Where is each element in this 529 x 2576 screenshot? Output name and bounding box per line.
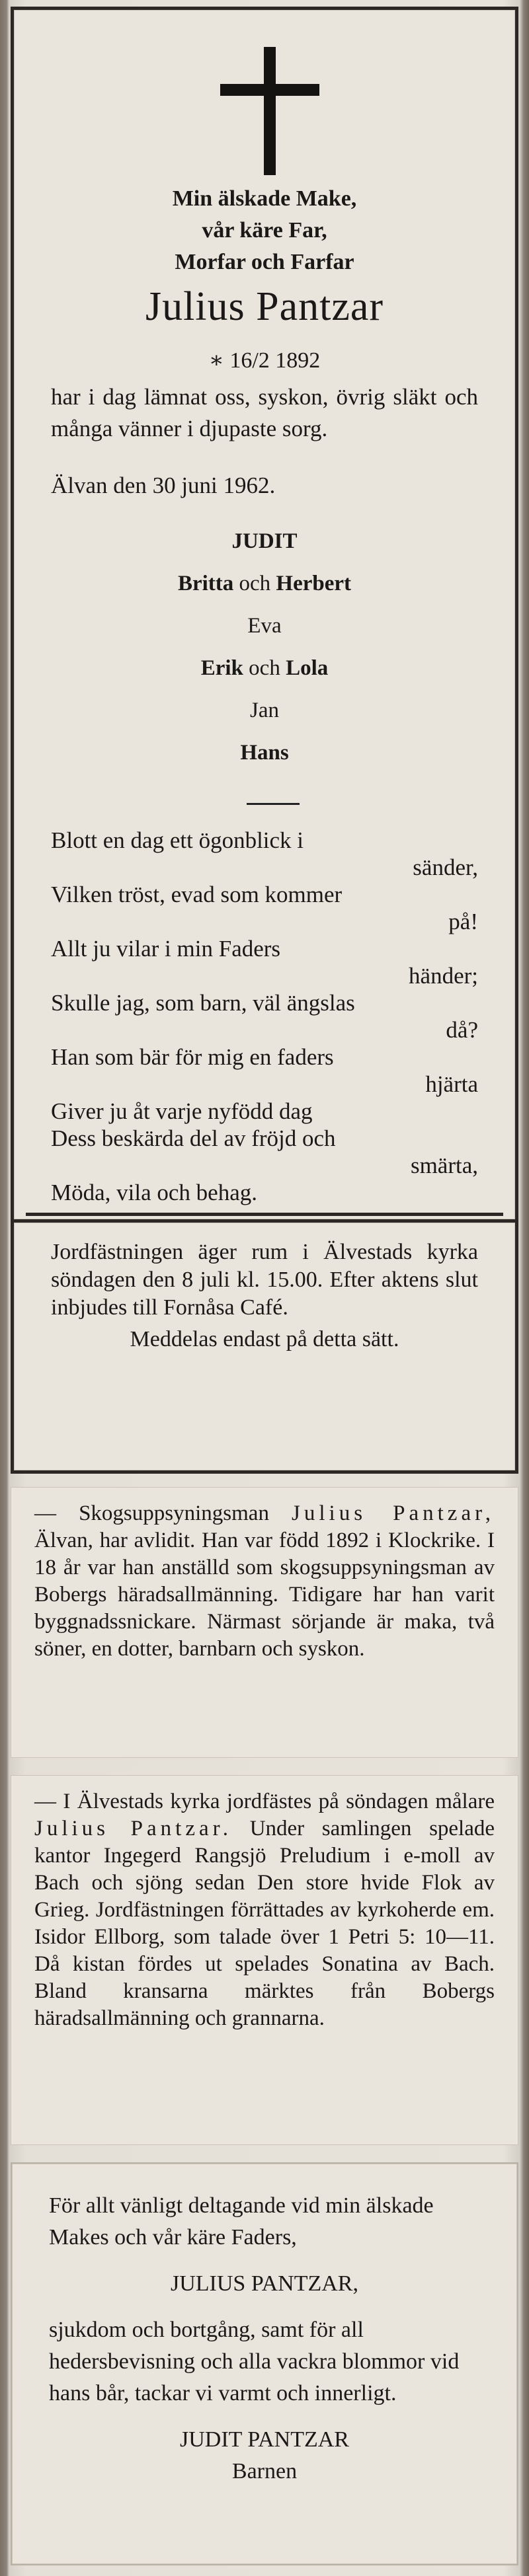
obituary-name: Julius Pantzar,: [292, 1501, 495, 1525]
family-name-britta-herbert: Britta och Herbert: [177, 572, 352, 595]
funeral-text: Jordfästningen äger rum i Älvestads kyrka söndagen den 8 juli kl. 15.00. Efter aktens slut inbjudes till Fornåsa Café.: [51, 1240, 478, 1320]
family-name-jan: Jan: [250, 699, 279, 722]
thanks-signature: JUDIT PANTZAR: [180, 2427, 349, 2452]
thanks-name: JULIUS PANTZAR,: [170, 2271, 358, 2296]
intro-lines: [14, 183, 515, 278]
funeral-notice: [51, 1238, 478, 1353]
poem-line: Möda, vila och behag.: [51, 1180, 257, 1205]
obituary-clipping: — Skogsuppsyningsman Julius Pantzar, Älvan, har avlidit. Han var född 1892 i Klockrike. I 18 år var han anställd som skogsuppsyningsman av Bobergs häradsallmänning. Tidigare har han varit byggnadssnickare. Närmast sörjande är maka, två söner, en dotter, barnbarn och syskon.: [11, 1487, 518, 1758]
obituary-profession: Skogsuppsyningsman: [79, 1501, 269, 1525]
place-date: Älvan den 30 juni 1962.: [51, 473, 276, 498]
family-name-judit: JUDIT: [231, 529, 298, 553]
poem-line: Skulle jag, som barn, väl ängslas: [51, 990, 355, 1016]
section-divider: [26, 1213, 503, 1216]
family-name-eva: Eva: [247, 614, 282, 638]
thanks-notice: [11, 2162, 518, 2565]
poem-line: Giver ju åt varje nyfödd dag: [51, 1098, 313, 1124]
intro-line: vår käre Far,: [202, 218, 327, 243]
poem-line: sänder,: [413, 854, 478, 880]
announcement-text: har i dag lämnat oss, syskon, övrig släkt och många vänner i djupaste sorg.: [51, 384, 478, 441]
family-names: [14, 520, 515, 774]
poem-line: hjärta: [425, 1071, 478, 1097]
poem-line: smärta,: [410, 1153, 478, 1178]
report-name: Julius Pantzar.: [34, 1817, 233, 1840]
funeral-notice-box: [11, 1223, 518, 1474]
birth-date: ∗ 16/2 1892: [208, 348, 321, 373]
poem-line: Dess beskärda del av fröjd och: [51, 1125, 336, 1151]
poem-line: Vilken tröst, evad som kommer: [51, 882, 343, 907]
poem-line: Blott en dag ett ögonblick i: [51, 827, 304, 853]
divider: [247, 803, 300, 805]
poem-line: händer;: [409, 963, 478, 989]
poem-line: Han som bär för mig en faders: [51, 1044, 334, 1070]
poem: [51, 827, 478, 1206]
cross-icon: [220, 47, 319, 175]
poem-line: på!: [448, 909, 478, 934]
poem-line: Allt ju vilar i min Faders: [51, 936, 281, 962]
family-name-erik-lola: Erik och Lola: [200, 656, 329, 680]
intro-line: Morfar och Farfar: [175, 250, 354, 274]
thanks-text-1: För allt vänligt deltagande vid min älskade Makes och vår käre Faders,: [49, 2193, 434, 2250]
poem-line: då?: [446, 1017, 478, 1043]
funeral-note: Meddelas endast på detta sätt.: [130, 1327, 399, 1351]
thanks-signature-2: Barnen: [231, 2459, 298, 2483]
death-announcement: [11, 7, 518, 1223]
funeral-report-clipping: [11, 1775, 518, 2145]
intro-line: Min älskade Make,: [172, 186, 357, 211]
family-name-hans: Hans: [240, 741, 289, 765]
obituary-text: Älvan, har avlidit. Han var född 1892 i Klockrike. I 18 år var han anställd som skogsuppsyningsman av Bobergs häradsallmänning. Tidigare har han varit byggnadssnickare. Närmast sörjande är maka, två söner, en dotter, barnbarn och syskon.: [34, 1529, 495, 1661]
deceased-name: Julius Pantzar: [145, 284, 384, 329]
report-text: Under samlingen spelade kantor Ingegerd Rangsjö Preludium i e-moll av Bach och sjöng sedan Den store hvide Flok av Grieg. Jordfästningen förrättades av kyrkoherde em. Isidor Ellborg, som talade över 1 Petri 5: 10—11. Då kistan fördes ut spelades Sonatina av Bach. Bland kransarna märktes från Bobergs häradsallmänning och grannarna.: [34, 1817, 495, 2030]
thanks-text-2: sjukdom och bortgång, samt för all hedersbevisning och alla vackra blommor vid hans bår, tackar vi varmt och innerligt.: [49, 2318, 460, 2406]
report-lead: — I Älvestads kyrka jordfästes på söndagen målare: [34, 1790, 495, 1813]
